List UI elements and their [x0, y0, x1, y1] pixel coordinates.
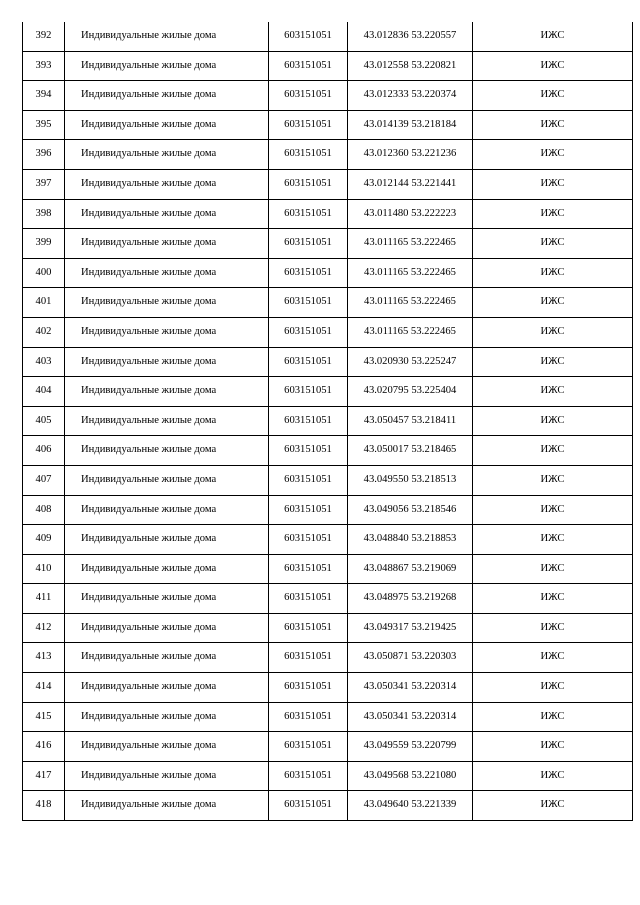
- code-cell: 603151051: [269, 81, 348, 111]
- object-type-cell: ИЖС: [473, 347, 633, 377]
- object-name-cell: Индивидуальные жилые дома: [65, 436, 269, 466]
- code-cell: 603151051: [269, 525, 348, 555]
- code-cell: 603151051: [269, 258, 348, 288]
- row-number-cell: 399: [23, 229, 65, 259]
- row-number-cell: 404: [23, 377, 65, 407]
- code-cell: 603151051: [269, 673, 348, 703]
- coordinates-cell: 43.050017 53.218465: [348, 436, 473, 466]
- object-name-cell: Индивидуальные жилые дома: [65, 288, 269, 318]
- object-name-cell: Индивидуальные жилые дома: [65, 140, 269, 170]
- table-row: [23, 81, 633, 111]
- coordinates-cell: 43.050457 53.218411: [348, 406, 473, 436]
- object-name-cell: Индивидуальные жилые дома: [65, 673, 269, 703]
- table-row: [23, 110, 633, 140]
- coordinates-cell: 43.049568 53.221080: [348, 761, 473, 791]
- coordinates-cell: 43.049550 53.218513: [348, 465, 473, 495]
- table-row: [23, 51, 633, 81]
- table-row: [23, 288, 633, 318]
- table-row: [23, 554, 633, 584]
- object-type-cell: ИЖС: [473, 229, 633, 259]
- object-name-cell: Индивидуальные жилые дома: [65, 347, 269, 377]
- code-cell: 603151051: [269, 702, 348, 732]
- row-number-cell: 416: [23, 732, 65, 762]
- object-name-cell: Индивидуальные жилые дома: [65, 377, 269, 407]
- object-name-cell: Индивидуальные жилые дома: [65, 584, 269, 614]
- code-cell: 603151051: [269, 140, 348, 170]
- object-type-cell: ИЖС: [473, 554, 633, 584]
- object-type-cell: ИЖС: [473, 377, 633, 407]
- coordinates-cell: 43.012360 53.221236: [348, 140, 473, 170]
- object-type-cell: ИЖС: [473, 525, 633, 555]
- code-cell: 603151051: [269, 288, 348, 318]
- coordinates-cell: 43.012836 53.220557: [348, 22, 473, 51]
- coordinates-cell: 43.011165 53.222465: [348, 229, 473, 259]
- code-cell: 603151051: [269, 406, 348, 436]
- object-name-cell: Индивидуальные жилые дома: [65, 613, 269, 643]
- code-cell: 603151051: [269, 229, 348, 259]
- row-number-cell: 392: [23, 22, 65, 51]
- table-row: [23, 702, 633, 732]
- document-page: [22, 22, 633, 821]
- row-number-cell: 410: [23, 554, 65, 584]
- row-number-cell: 418: [23, 791, 65, 821]
- table-row: [23, 643, 633, 673]
- object-name-cell: Индивидуальные жилые дома: [65, 554, 269, 584]
- row-number-cell: 401: [23, 288, 65, 318]
- object-name-cell: Индивидуальные жилые дома: [65, 525, 269, 555]
- coordinates-cell: 43.049640 53.221339: [348, 791, 473, 821]
- table-row: [23, 465, 633, 495]
- object-name-cell: Индивидуальные жилые дома: [65, 465, 269, 495]
- coordinates-cell: 43.049559 53.220799: [348, 732, 473, 762]
- coordinates-cell: 43.048867 53.219069: [348, 554, 473, 584]
- row-number-cell: 397: [23, 169, 65, 199]
- object-type-cell: ИЖС: [473, 22, 633, 51]
- object-type-cell: ИЖС: [473, 702, 633, 732]
- table-row: [23, 495, 633, 525]
- table-row: [23, 199, 633, 229]
- row-number-cell: 400: [23, 258, 65, 288]
- registry-table-body: [23, 22, 633, 821]
- code-cell: 603151051: [269, 732, 348, 762]
- object-type-cell: ИЖС: [473, 761, 633, 791]
- object-type-cell: ИЖС: [473, 613, 633, 643]
- coordinates-cell: 43.048975 53.219268: [348, 584, 473, 614]
- code-cell: 603151051: [269, 317, 348, 347]
- table-row: [23, 229, 633, 259]
- object-type-cell: ИЖС: [473, 673, 633, 703]
- object-type-cell: ИЖС: [473, 51, 633, 81]
- code-cell: 603151051: [269, 643, 348, 673]
- table-row: [23, 258, 633, 288]
- code-cell: 603151051: [269, 51, 348, 81]
- coordinates-cell: 43.048840 53.218853: [348, 525, 473, 555]
- table-row: [23, 140, 633, 170]
- table-row: [23, 347, 633, 377]
- code-cell: 603151051: [269, 347, 348, 377]
- object-name-cell: Индивидуальные жилые дома: [65, 169, 269, 199]
- code-cell: 603151051: [269, 791, 348, 821]
- object-name-cell: Индивидуальные жилые дома: [65, 643, 269, 673]
- row-number-cell: 395: [23, 110, 65, 140]
- table-row: [23, 761, 633, 791]
- row-number-cell: 412: [23, 613, 65, 643]
- coordinates-cell: 43.049056 53.218546: [348, 495, 473, 525]
- row-number-cell: 402: [23, 317, 65, 347]
- row-number-cell: 398: [23, 199, 65, 229]
- object-type-cell: ИЖС: [473, 436, 633, 466]
- table-row: [23, 673, 633, 703]
- row-number-cell: 407: [23, 465, 65, 495]
- coordinates-cell: 43.011165 53.222465: [348, 317, 473, 347]
- code-cell: 603151051: [269, 495, 348, 525]
- row-number-cell: 393: [23, 51, 65, 81]
- row-number-cell: 414: [23, 673, 65, 703]
- object-name-cell: Индивидуальные жилые дома: [65, 110, 269, 140]
- row-number-cell: 413: [23, 643, 65, 673]
- object-type-cell: ИЖС: [473, 406, 633, 436]
- coordinates-cell: 43.014139 53.218184: [348, 110, 473, 140]
- code-cell: 603151051: [269, 465, 348, 495]
- coordinates-cell: 43.012558 53.220821: [348, 51, 473, 81]
- object-name-cell: Индивидуальные жилые дома: [65, 229, 269, 259]
- code-cell: 603151051: [269, 554, 348, 584]
- row-number-cell: 408: [23, 495, 65, 525]
- object-type-cell: ИЖС: [473, 495, 633, 525]
- object-type-cell: ИЖС: [473, 258, 633, 288]
- code-cell: 603151051: [269, 761, 348, 791]
- row-number-cell: 396: [23, 140, 65, 170]
- row-number-cell: 417: [23, 761, 65, 791]
- table-row: [23, 169, 633, 199]
- table-row: [23, 525, 633, 555]
- object-name-cell: Индивидуальные жилые дома: [65, 81, 269, 111]
- code-cell: 603151051: [269, 613, 348, 643]
- row-number-cell: 406: [23, 436, 65, 466]
- coordinates-cell: 43.011165 53.222465: [348, 258, 473, 288]
- coordinates-cell: 43.050341 53.220314: [348, 673, 473, 703]
- table-row: [23, 436, 633, 466]
- object-name-cell: Индивидуальные жилые дома: [65, 406, 269, 436]
- object-name-cell: Индивидуальные жилые дома: [65, 761, 269, 791]
- coordinates-cell: 43.012333 53.220374: [348, 81, 473, 111]
- object-name-cell: Индивидуальные жилые дома: [65, 495, 269, 525]
- table-row: [23, 406, 633, 436]
- coordinates-cell: 43.011165 53.222465: [348, 288, 473, 318]
- object-name-cell: Индивидуальные жилые дома: [65, 258, 269, 288]
- code-cell: 603151051: [269, 199, 348, 229]
- code-cell: 603151051: [269, 377, 348, 407]
- object-name-cell: Индивидуальные жилые дома: [65, 791, 269, 821]
- object-type-cell: ИЖС: [473, 791, 633, 821]
- table-row: [23, 791, 633, 821]
- object-name-cell: Индивидуальные жилые дома: [65, 22, 269, 51]
- table-row: [23, 613, 633, 643]
- object-name-cell: Индивидуальные жилые дома: [65, 732, 269, 762]
- row-number-cell: 411: [23, 584, 65, 614]
- table-row: [23, 317, 633, 347]
- code-cell: 603151051: [269, 110, 348, 140]
- object-type-cell: ИЖС: [473, 732, 633, 762]
- code-cell: 603151051: [269, 584, 348, 614]
- table-row: [23, 732, 633, 762]
- coordinates-cell: 43.050341 53.220314: [348, 702, 473, 732]
- table-row: [23, 377, 633, 407]
- table-row: [23, 584, 633, 614]
- object-type-cell: ИЖС: [473, 169, 633, 199]
- object-name-cell: Индивидуальные жилые дома: [65, 51, 269, 81]
- coordinates-cell: 43.012144 53.221441: [348, 169, 473, 199]
- object-name-cell: Индивидуальные жилые дома: [65, 317, 269, 347]
- coordinates-cell: 43.020795 53.225404: [348, 377, 473, 407]
- coordinates-cell: 43.020930 53.225247: [348, 347, 473, 377]
- code-cell: 603151051: [269, 22, 348, 51]
- object-type-cell: ИЖС: [473, 317, 633, 347]
- row-number-cell: 403: [23, 347, 65, 377]
- table-row: [23, 22, 633, 51]
- row-number-cell: 394: [23, 81, 65, 111]
- row-number-cell: 415: [23, 702, 65, 732]
- row-number-cell: 405: [23, 406, 65, 436]
- coordinates-cell: 43.049317 53.219425: [348, 613, 473, 643]
- object-type-cell: ИЖС: [473, 288, 633, 318]
- code-cell: 603151051: [269, 436, 348, 466]
- object-name-cell: Индивидуальные жилые дома: [65, 199, 269, 229]
- object-type-cell: ИЖС: [473, 465, 633, 495]
- coordinates-cell: 43.050871 53.220303: [348, 643, 473, 673]
- object-type-cell: ИЖС: [473, 140, 633, 170]
- registry-table: [22, 22, 633, 821]
- coordinates-cell: 43.011480 53.222223: [348, 199, 473, 229]
- object-type-cell: ИЖС: [473, 110, 633, 140]
- object-type-cell: ИЖС: [473, 81, 633, 111]
- object-type-cell: ИЖС: [473, 643, 633, 673]
- object-type-cell: ИЖС: [473, 199, 633, 229]
- row-number-cell: 409: [23, 525, 65, 555]
- code-cell: 603151051: [269, 169, 348, 199]
- object-type-cell: ИЖС: [473, 584, 633, 614]
- object-name-cell: Индивидуальные жилые дома: [65, 702, 269, 732]
